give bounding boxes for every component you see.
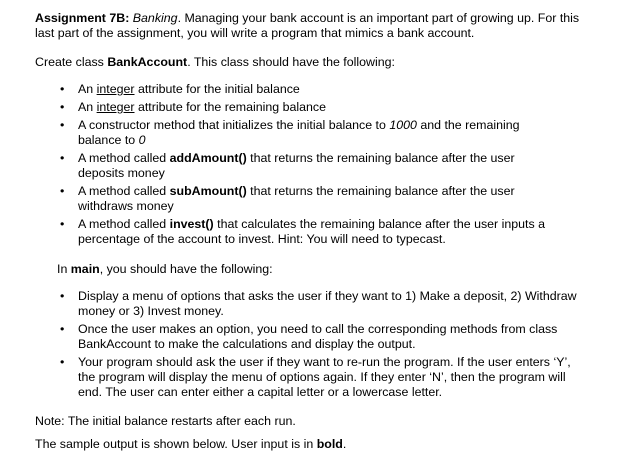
list-item: • Once the user makes an option, you need to call the corresponding methods from class BankAccount to make the calculations and display the output. — [60, 322, 590, 352]
main-requirements-list — [60, 289, 590, 400]
assignment-label: Assignment 7B: — [35, 11, 130, 25]
intro-paragraph — [35, 11, 600, 41]
list-item: • A constructor method that initializes the initial balance to 1000 and the remaining balance to 0 — [60, 118, 560, 148]
list-item: • Display a menu of options that asks the user if they want to 1) Make a deposit, 2) Withdraw money or 3) Invest money. — [60, 289, 590, 319]
sample-line: The sample output is shown below. User input is in bold. — [35, 437, 347, 451]
list-item: • Your program should ask the user if they want to re-run the program. If the user enters ‘Y’, the program will display the menu of options again. If they enter ‘N’, then the program will end. The user can enter either a capital letter or a lowercase letter. — [60, 355, 590, 400]
class-name: BankAccount — [107, 55, 188, 69]
list-item: • A method called invest() that calculates the remaining balance after the user inputs a percentage of the account to invest. Hint: You will need to typecast. — [60, 217, 560, 247]
create-class-suffix: . This class should have the following: — [187, 55, 395, 69]
list-item: • A method called addAmount() that returns the remaining balance after the user deposits money — [60, 151, 560, 181]
main-intro-line: In main, you should have the following: — [57, 262, 273, 276]
create-class-line — [35, 55, 600, 70]
note-line: Note: The initial balance restarts after each run. — [35, 414, 296, 428]
create-class-prefix: Create class — [35, 55, 108, 69]
list-item: • An integer attribute for the initial balance — [60, 82, 560, 97]
intro-text: . Managing your bank account is an important part of growing up. For this last part of the assignment, you will write a program that mimics a bank account. — [35, 11, 580, 40]
assignment-topic: Banking — [132, 11, 178, 25]
list-item: • An integer attribute for the remaining balance — [60, 100, 560, 115]
class-requirements-list — [60, 82, 560, 247]
list-item: • A method called subAmount() that returns the remaining balance after the user withdraws money — [60, 184, 560, 214]
